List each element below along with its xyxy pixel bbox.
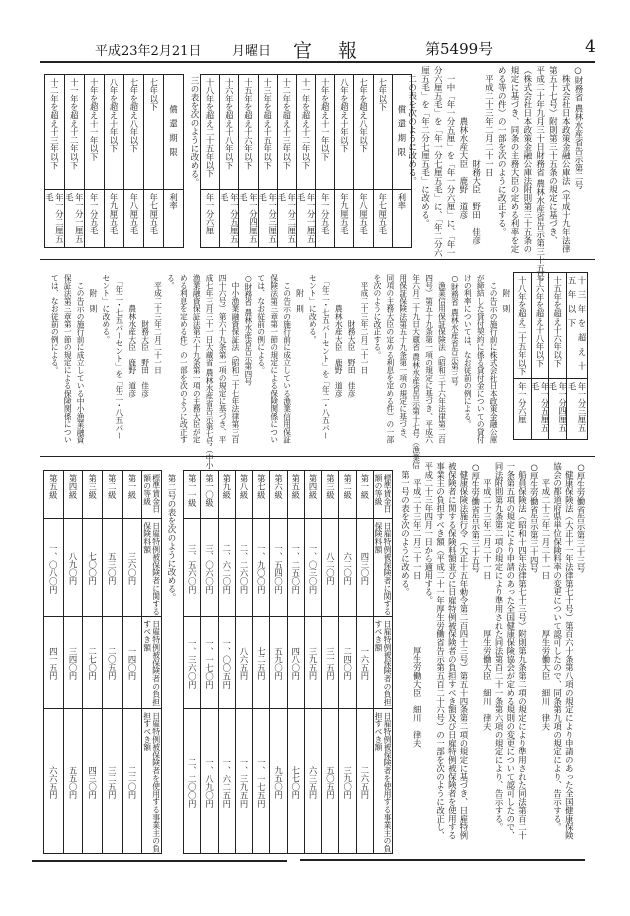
text-column: る。: [166, 274, 176, 290]
table-row: [566, 273, 587, 439]
table-row: [218, 471, 235, 853]
table-cell: 三四〇円: [64, 617, 83, 709]
table-cell: 第三級: [83, 471, 102, 519]
table-no1-insurance-premiums: [183, 470, 393, 854]
text-column: セント」に改める。: [101, 274, 111, 344]
text-column: この告示の施行前に株式会社日本政策金融公庫: [489, 274, 499, 444]
table-row: [64, 75, 84, 247]
text-column: この告示の施行前に成立している中小漁業融資: [76, 274, 86, 444]
text-column: 協会の都道府県単位保険料率の変更について認可したので、同条第九項の規定により、告示する。: [552, 462, 563, 832]
table-redemption-rates-3-part2: [513, 272, 588, 440]
table-cell: 一、〇八〇円: [44, 519, 63, 617]
table-cell: 第四級: [305, 471, 321, 519]
table-cell: 一、三九五円: [239, 757, 250, 808]
table-row: [184, 471, 200, 853]
gazette-title-po: 報: [338, 40, 359, 62]
text-column: 附 則: [502, 274, 511, 313]
table-row: [514, 273, 531, 439]
text-column: 年六月二十九日大蔵省 農林水産省告示第十七号（漁業信: [411, 274, 421, 469]
table-cell: 一、五四〇円: [270, 519, 286, 617]
notices-mof-maff-3-4: [47, 274, 512, 469]
bottom-rule: [300, 859, 585, 861]
text-column: ては、なお従前の例による。: [256, 274, 266, 375]
table-cell: 年一分一厘五毛: [64, 193, 85, 243]
table-cell: 六三五円: [308, 765, 319, 800]
text-column: 厘五毛」を「年二分七厘五毛」に改める。: [419, 66, 430, 228]
table-cell: 七年以下: [144, 75, 163, 190]
table-row: [315, 75, 334, 247]
table-row: [200, 471, 217, 853]
table-cell: 三二五円: [107, 765, 118, 800]
table-header-cell: 日雇特例被保険者に関する保険料額: [374, 519, 392, 617]
table-3-intro: 三の表を次のように改める。: [189, 76, 199, 187]
table-row: [123, 75, 143, 247]
table-header-column: [392, 75, 411, 247]
table-cell: 第一級: [123, 471, 142, 519]
table-header-cell: 日雇特例被保険者の負担すべき額: [142, 617, 161, 709]
table-cell: 十八年を超え二十五年以下: [201, 75, 219, 190]
gazette-title-kan: 官: [293, 40, 314, 62]
table-header-cell: 日雇特例被保険者の負担すべき額: [374, 617, 392, 709]
text-column: 被保険者に関する保険料額並びに日雇特例被保険者の負担すべき額及び日雇特例被保険者を使用する: [447, 462, 458, 840]
table-row: [258, 75, 277, 247]
table-row: [321, 471, 338, 853]
table-cell: 第一級: [357, 471, 373, 519]
table-cell: 年一分二厘五毛: [276, 193, 297, 243]
table-cell: 年一分三厘五毛: [257, 193, 278, 243]
table-row: [143, 75, 163, 247]
text-column: 平成二十三年二月二十一日: [360, 274, 370, 375]
table-row: [104, 75, 124, 247]
issue-number: 第5499号: [425, 40, 494, 58]
text-column: ては、なお従前の例による。: [50, 274, 60, 375]
table-cell: 年八厘五毛: [358, 193, 369, 235]
table-row: [201, 75, 219, 247]
table-cell: 第五級: [44, 471, 63, 519]
table-cell: 年一分六厘: [205, 193, 216, 235]
text-column: 財務大臣 野田 佳彦: [347, 274, 357, 398]
table-cell: 年八厘五毛: [128, 193, 139, 235]
table-cell: 二〇五円: [103, 617, 122, 709]
table-cell: 二二〇円: [127, 765, 137, 800]
table-cell: 四三〇円: [87, 765, 98, 800]
table-cell: 十二年を超え十三年以下: [278, 75, 296, 190]
text-column: める等の件）の一部を次のように改正する。: [496, 66, 507, 236]
text-column: 農林水産大臣 鹿野 道彦: [127, 274, 137, 398]
table-cell: 年一分五厘五毛: [219, 193, 240, 243]
table-cell: 第八級: [236, 471, 252, 519]
table-row: [304, 471, 321, 853]
table-header-cell: 償還期限: [164, 75, 183, 190]
table-cell: 七〇〇円: [83, 519, 102, 617]
table-cell: 十三年を超え十五年以下: [567, 273, 587, 379]
table-cell: 十二年を超え十三年以下: [45, 75, 64, 190]
table-cell: 七年を超え八年以下: [354, 75, 372, 190]
text-column: 一条第五項の規定により申請のあった全国健康保険協会が定める規則の変更について認可したので、: [505, 462, 516, 840]
table-cell: 十一年を超え十二年以下: [65, 75, 84, 190]
table-row: [252, 471, 269, 853]
text-column: 規定に基づき、同条の主務大臣の定める利率を定: [509, 66, 520, 253]
table-row: [356, 471, 373, 853]
table-no2-intro: 第二号の表を次のように改める。: [166, 474, 176, 602]
text-column: 平成二十年九月三十日財務省 農林水産省告示第三十五号: [534, 66, 545, 282]
table-cell: 第五級: [288, 471, 304, 519]
text-column: 平成二十三年二月二十一日 厚生労働大臣 細川 律夫: [540, 462, 551, 731]
text-column: 平成二十三年二月二十一日 厚生労働大臣 細川 律夫: [482, 462, 493, 731]
table-header-column: [373, 471, 392, 853]
table-cell: 十年を超え十一年以下: [85, 75, 104, 190]
text-column: 財務大臣 野田 佳彦: [470, 66, 481, 245]
table-cell: 一、一七〇円: [201, 617, 217, 709]
table-header-cell: 標準賃金日額の等級: [142, 471, 161, 519]
text-column: ○厚生労働省告示第三十四号: [529, 462, 540, 573]
table-cell: 年九厘五毛: [339, 193, 350, 235]
table-cell: 第七級: [253, 471, 269, 519]
text-column: ○厚生労働省告示第三十三号: [576, 462, 586, 573]
table-no2-insurance-premiums: [43, 470, 162, 854]
table-row: [548, 273, 566, 439]
table-cell: 四一五円: [44, 617, 63, 709]
table-cell: 一四〇円: [123, 617, 142, 709]
table-cell: 二四〇円: [339, 617, 355, 709]
table-header-cell: 日雇特例被保険者を使用する事業主の負担すべき額: [142, 712, 161, 853]
table-row: [338, 471, 355, 853]
text-column: 中小漁業融資保証法（昭和二十七年法律第三百: [230, 274, 240, 444]
header-rule: [40, 61, 595, 63]
notice-mof-maff-2: [405, 66, 584, 282]
table-cell: 九五〇円: [273, 765, 284, 800]
table-cell: 十一年を超え十二年以下: [297, 75, 315, 190]
table-header-cell: 利率: [396, 193, 407, 210]
text-column: 四号）第五十九条第一項の規定に基づき、平成六: [424, 274, 434, 444]
table-cell: 年一分四厘五毛: [238, 193, 259, 243]
table-cell: 七年を超え八年以下: [124, 75, 143, 190]
table-cell: 年一分六厘: [517, 382, 528, 424]
table-cell: 一、〇三〇円: [305, 519, 321, 617]
table-cell: 八二〇円: [322, 519, 338, 617]
table-cell: 十五年を超え十六年以下: [549, 273, 566, 379]
table-cell: 年一分五厘五毛: [529, 382, 550, 432]
table-row: [531, 273, 549, 439]
table-cell: 第四級: [64, 471, 83, 519]
section-rule: [40, 259, 595, 260]
table-cell: 第三級: [322, 471, 338, 519]
table-cell: 六六五円: [48, 765, 59, 800]
table-cell: 六二〇円: [339, 519, 355, 617]
text-column: ○財務省 農林水産省告示第三号: [450, 274, 460, 386]
text-column: 用保証保険法第五十九条第一項の規定に基づき、: [398, 274, 408, 444]
table-redemption-rates-3-part1: [44, 74, 184, 248]
table-row: [269, 471, 286, 853]
table-header-cell: 償還期限: [393, 75, 411, 190]
text-column: 二の表を次のように改める。: [406, 66, 417, 185]
table-cell: 三、五六〇円: [184, 519, 200, 617]
section-rule: [40, 456, 595, 457]
text-column: 附 則: [89, 274, 98, 313]
table-cell: 七七〇円: [290, 765, 301, 800]
table-cell: 第一一級: [184, 471, 200, 519]
table-cell: 第二級: [103, 471, 122, 519]
text-column: けの利率については、なお従前の例による。: [463, 274, 473, 428]
table-header-cell: 日雇特例被保険者を使用する事業主の負担すべき額: [374, 712, 392, 853]
text-column: セント」に改める。: [308, 274, 318, 344]
table-cell: 三九〇円: [342, 765, 353, 800]
table-cell: 一、六二五円: [221, 757, 232, 808]
table-cell: 二、二〇〇円: [187, 757, 198, 808]
table-header-column: [141, 471, 161, 853]
table-cell: 一、一七五円: [256, 757, 267, 808]
table-cell: 第二級: [339, 471, 355, 519]
table-row: [84, 75, 104, 247]
table-row: [44, 471, 63, 853]
text-column: （株式会社日本政策金融公庫法附則第三十五条の: [521, 66, 532, 253]
page-number: 4: [585, 37, 596, 57]
table-cell: 一、三六〇円: [184, 617, 200, 709]
table-cell: 年九厘五毛: [109, 193, 119, 235]
text-column: 平成二十三年四月一日から適用する。: [423, 462, 434, 605]
text-column: 財務大臣 野田 佳彦: [140, 274, 150, 398]
text-column: 平成二十三年二月二十一日 厚生労働大臣 細川 律夫: [412, 462, 423, 748]
table-cell: 年一分四厘五毛: [547, 382, 568, 432]
notices-mhlw-33-35: [399, 462, 586, 856]
table-cell: 第九級: [219, 471, 235, 519]
table-cell: 八六五円: [236, 617, 252, 709]
table-row: [287, 471, 304, 853]
table-cell: 二、六二〇円: [219, 519, 235, 617]
table-cell: 十五年を超え十六年以下: [239, 75, 257, 190]
table-cell: 十年を超え十一年以下: [316, 75, 334, 190]
table-cell: 一、〇〇五円: [219, 617, 235, 709]
table-cell: 十六年を超え十八年以下: [532, 273, 549, 379]
text-column: 附 則: [295, 274, 305, 313]
text-column: 同項の主務大臣の定める利息を定める件）の一部: [385, 274, 395, 444]
table-cell: 七年以下: [374, 75, 392, 190]
table-cell: 三六〇円: [123, 519, 142, 617]
table-row: [102, 471, 122, 853]
table-cell: 十三年を超え十五年以下: [259, 75, 277, 190]
text-column: 船員保険法（昭和十四年法律第七十三号）附則第九条第二項の規定により準用された同法第百二十: [517, 462, 528, 840]
table-row: [82, 471, 102, 853]
text-column: が締結した貸付契約に係る貸付金についての貸付: [476, 274, 486, 444]
text-column: 健康保険法施行令（大正十五年勅令第二百四十三号）第五十四条第二項の規定に基づき、日雇特例: [458, 462, 469, 840]
text-column: 農林水産大臣 鹿野 道彦: [457, 66, 468, 219]
table-cell: 年一分五毛: [320, 193, 331, 235]
text-column: 事業主の負担すべき額（平成二十一年厚生労働省告示第五百二十六号）の一部を次のように改正し、: [435, 462, 446, 840]
table-cell: 四八〇円: [288, 617, 304, 709]
table-cell: 年一分三厘五毛: [567, 382, 587, 432]
text-column: 四十六号）第六十九条第一項の規定に基づき、平: [218, 274, 228, 444]
table-cell: 八年を超え十年以下: [335, 75, 353, 190]
text-column: める利息を定める件）の一部を次のように改正す: [179, 274, 189, 444]
table-header-cell: 利率: [168, 193, 179, 210]
text-column: 平成二十三年二月二十一日: [153, 274, 163, 375]
text-column: 第五十七号）附則第三十五条の規定に基づき、: [547, 66, 558, 245]
issue-date: 平成23年2月21日: [95, 44, 202, 59]
bottom-rule: [32, 860, 287, 862]
table-row: [373, 75, 392, 247]
table-cell: 八年を超え十年以下: [105, 75, 124, 190]
text-column: 漁業融資保証法第六十九条第一項の主務大臣が定: [192, 274, 202, 444]
table-cell: 年一分二厘五毛: [44, 193, 65, 243]
table-row: [353, 75, 372, 247]
table-cell: 一、二五〇円: [288, 519, 304, 617]
table-cell: 一、八九〇円: [204, 757, 215, 808]
issue-weekday: 月曜日: [232, 44, 272, 59]
table-row: [238, 75, 257, 247]
text-column: 第一号の表を次のように改める。: [400, 462, 411, 597]
table-cell: 二六五円: [359, 765, 370, 800]
text-column: 平成二十三年二月二十一日: [483, 66, 494, 177]
table-cell: 第六級: [270, 471, 286, 519]
text-column: 同法附則第九条第二項の規定により準用された同法第百二十一条第六項の規定により、告示する。: [494, 462, 505, 832]
text-column: 保険法第三章第一節の規定による保険関係につい: [269, 274, 279, 444]
text-column: 健康保険法（大正十一年法律第七十号）第百六十条第八項の規定により申請のあった全国健康保険: [564, 462, 575, 840]
table-row: [45, 75, 64, 247]
table-cell: 三九五円: [305, 617, 321, 709]
table-cell: 第一〇級: [201, 471, 217, 519]
table-cell: 五五〇円: [67, 765, 78, 800]
text-column: 農林水産大臣 鹿野 道彦: [334, 274, 344, 398]
text-column: この告示の施行前に成立している漁業信用保証: [282, 274, 292, 444]
table-cell: 三一五円: [322, 617, 338, 709]
table-cell: 二七〇円: [83, 617, 102, 709]
table-redemption-rates-2: [200, 74, 412, 248]
text-column: 「年二・七五パーセント」を「年二・八五パー: [321, 274, 331, 440]
table-row: [122, 471, 142, 853]
text-column: 保証法第三章第一節の規定による保険関係につい: [63, 274, 73, 444]
text-column: を次のように改正する。: [372, 274, 382, 359]
table-cell: 年七厘五毛: [377, 193, 388, 235]
table-header-cell: 日雇特例被保険者に関する保険料額: [142, 519, 161, 617]
table-cell: 三、〇六〇円: [201, 519, 217, 617]
table-cell: 四三〇円: [357, 519, 373, 617]
text-column: 成七年三月三十一日大蔵省 農林水産省告示第七号（中小: [205, 274, 215, 469]
table-cell: 年一分五毛: [89, 193, 100, 235]
table-cell: 年一分一厘五毛: [295, 193, 316, 243]
table-cell: 年七厘五毛: [148, 193, 159, 235]
table-cell: 二、二六〇円: [236, 519, 252, 617]
text-column: 一中「年一分五厘」を「年一分六厘」に、「年一: [445, 66, 456, 258]
text-column: ○財務省 農林水産省告示第二号: [573, 66, 583, 190]
table-cell: 五三〇円: [103, 519, 122, 617]
table-cell: 五〇五円: [325, 765, 336, 800]
text-column: ○財務省 農林水産省告示第四号: [243, 274, 253, 386]
table-cell: 八九〇円: [64, 519, 83, 617]
table-cell: 五九〇円: [270, 617, 286, 709]
text-column: 株式会社日本政策金融公庫法（平成十九年法律: [560, 66, 571, 253]
text-column: 漁業信用保証保険法（昭和三十六年法律第二百: [437, 274, 447, 444]
table-row: [219, 75, 238, 247]
table-cell: 一六五円: [357, 617, 373, 709]
table-row: [63, 471, 83, 853]
table-row: [277, 75, 296, 247]
table-header-cell: 標準賃金日額の等級: [374, 471, 392, 519]
table-cell: 一、九〇〇円: [253, 519, 269, 617]
table-row: [235, 471, 252, 853]
text-column: 分六厘五毛」を「年一分七厘五毛」に、「年二分六: [432, 66, 443, 258]
text-column: ○厚生労働省告示第三十五号: [470, 462, 481, 573]
text-column: 「年二・七五パーセント」を「年二・八五パー: [114, 274, 124, 440]
table-row: [334, 75, 353, 247]
table-cell: 七二五円: [253, 617, 269, 709]
table-header-column: [163, 75, 183, 247]
table-cell: 十八年を超え二十五年以下: [514, 273, 531, 379]
table-row: [296, 75, 315, 247]
table-cell: 十六年を超え十八年以下: [220, 75, 238, 190]
